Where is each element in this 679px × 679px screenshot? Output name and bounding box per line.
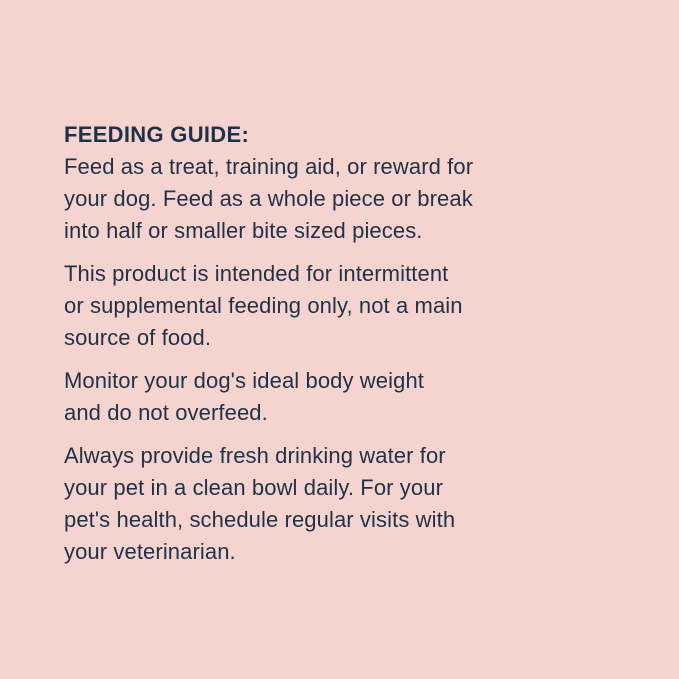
feeding-guide-content [64, 119, 624, 579]
feeding-instructions-paragraph: Feed as a treat, training aid, or reward for your dog. Feed as a whole piece or break into half or smaller bite sized pieces. [64, 154, 474, 243]
supplemental-feeding-paragraph: This product is intended for intermittent or supplemental feeding only, not a main source of food. [64, 261, 463, 350]
body-weight-paragraph: Monitor your dog's ideal body weight and do not overfeed. [64, 368, 425, 425]
water-and-vet-paragraph: Always provide fresh drinking water for your pet in a clean bowl daily. For your pet's health, schedule regular visits with your veterinarian. [64, 443, 456, 564]
feeding-guide-heading: FEEDING GUIDE: [64, 122, 250, 147]
